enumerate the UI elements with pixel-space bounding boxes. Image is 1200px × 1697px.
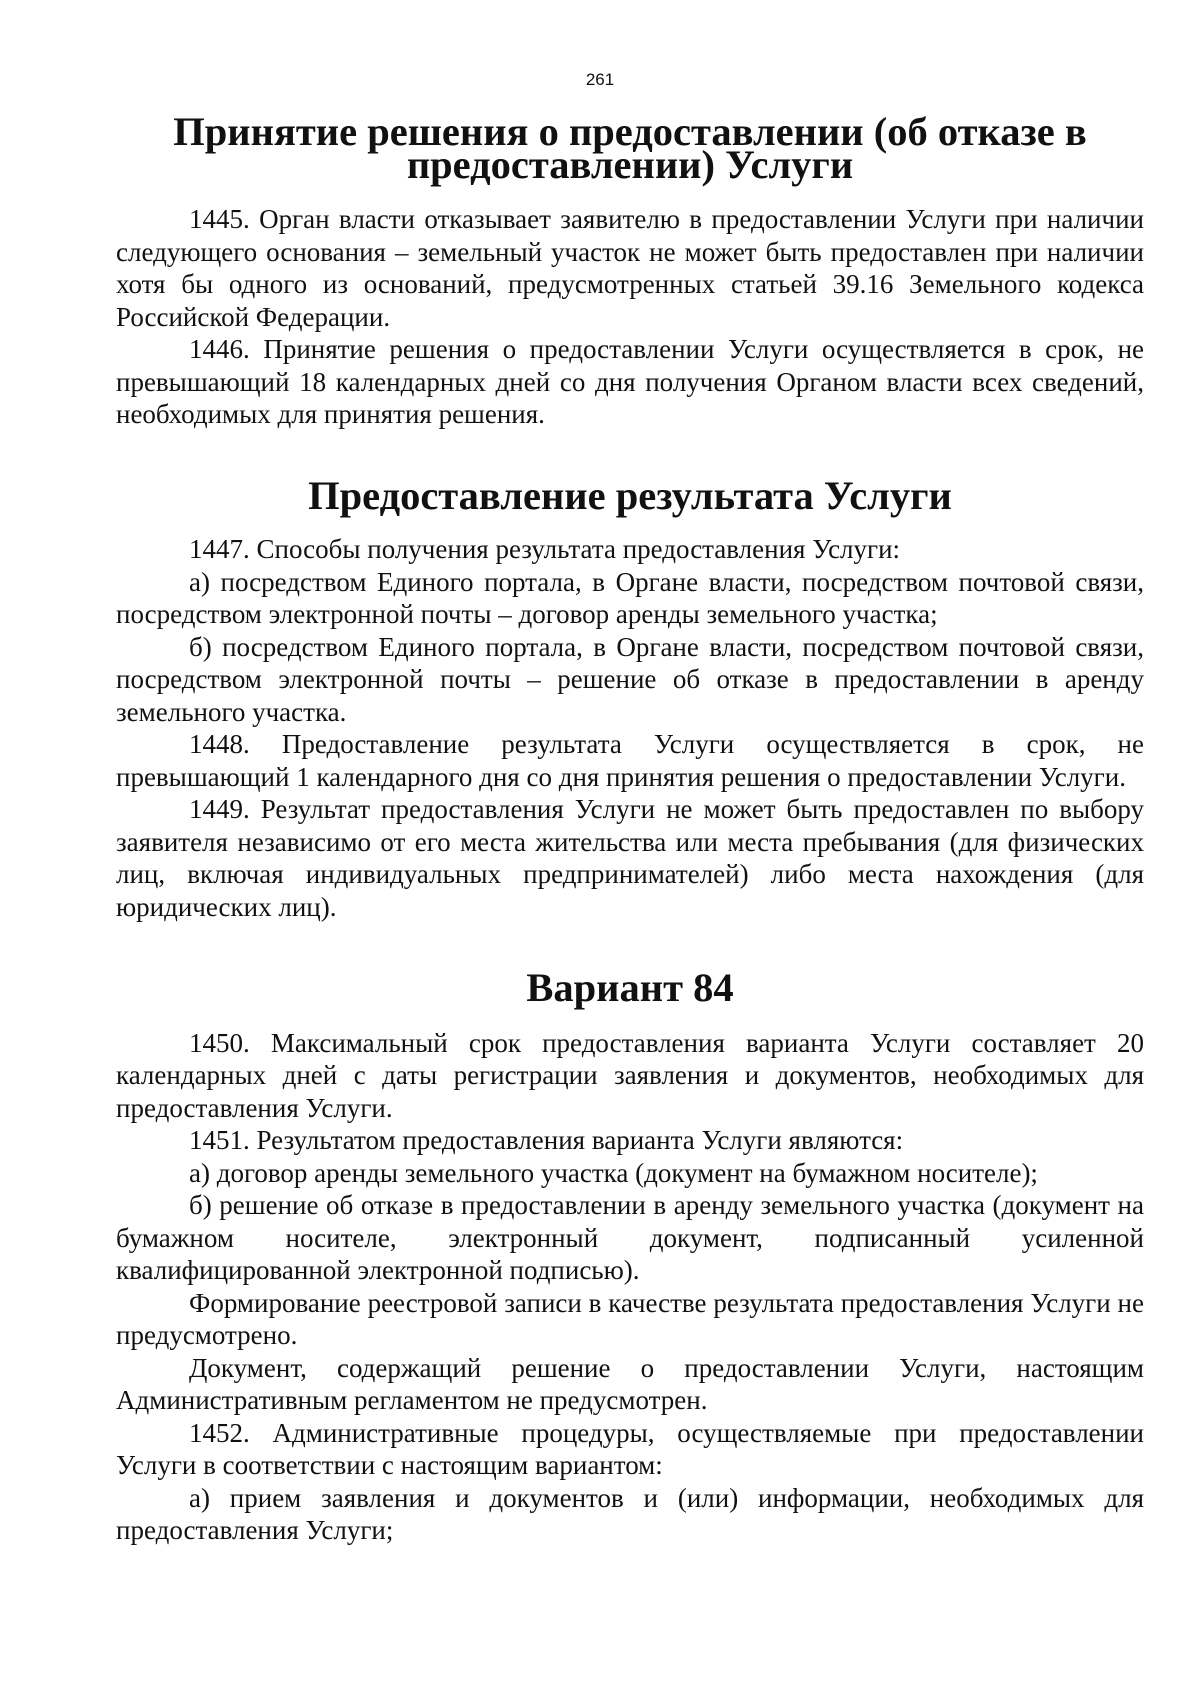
section-heading-decision: Принятие решения о предоставлении (об отказе в предоставлении) Услуги [173, 109, 1087, 187]
paragraph-1447-a: а) посредством Единого портала, в Органе власти, посредством почтовой связи, посредством электронной почты – договор аренды земельного участка; [116, 566, 1144, 629]
paragraph-1448: 1448. Предоставление результата Услуги осуществляется в срок, не превышающий 1 календарного дня со дня принятия решения о предоставлении Услуги. [116, 729, 1144, 792]
section-heading-result: Предоставление результата Услуги [308, 472, 952, 518]
paragraph-1447-b: б) посредством Единого портала, в Органе власти, посредством почтовой связи, посредством электронной почты – решение об отказе в предоставлении в аренду земельного участка. [116, 631, 1144, 727]
paragraph-1451: 1451. Результатом предоставления варианта Услуги являются: [189, 1125, 904, 1155]
paragraph-1451-a: а) договор аренды земельного участка (документ на бумажном носителе); [189, 1157, 1038, 1188]
document-body [116, 109, 1144, 1547]
paragraph-1447: 1447. Способы получения результата предоставления Услуги: [189, 534, 901, 564]
paragraph-decision-document: Документ, содержащий решение о предоставлении Услуги, настоящим Административным регламентом не предусмотрен. [116, 1352, 1144, 1415]
paragraph-registry-record: Формирование реестровой записи в качестве результата предоставления Услуги не предусмотрено. [116, 1287, 1144, 1350]
paragraph-1450: 1450. Максимальный срок предоставления варианта Услуги составляет 20 календарных дней с даты регистрации заявления и документов, необходимых для предоставления Услуги. [116, 1027, 1144, 1123]
paragraph-1452-a: а) прием заявления и документов и (или) информации, необходимых для предоставления Услуги; [116, 1482, 1144, 1545]
page-number: 261 [585, 70, 615, 89]
paragraph-1446: 1446. Принятие решения о предоставлении Услуги осуществляется в срок, не превышающий 18 календарных дней со дня получения Органом власти всех сведений, необходимых для принятия решения. [116, 334, 1144, 429]
section-heading-variant-84: Вариант 84 [526, 965, 734, 1010]
paragraph-1445: 1445. Орган власти отказывает заявителю в предоставлении Услуги при наличии следующего основания – земельный участок не может быть предоставлен при наличии хотя бы одного из оснований, предусмотренных статьей 39.16 Земельного кодекса Российской Федерации. [116, 204, 1144, 332]
paragraph-1449: 1449. Результат предоставления Услуги не может быть предоставлен по выбору заявителя независимо от его места жительства или места пребывания (для физических лиц, включая индивидуальных предпринимателей) либо места нахождения (для юридических лиц). [116, 794, 1144, 922]
paragraph-1452: 1452. Административные процедуры, осуществляемые при предоставлении Услуги в соответствии с настоящим вариантом: [116, 1417, 1144, 1480]
paragraph-1451-b: б) решение об отказе в предоставлении в аренду земельного участка (документ на бумажном носителе, электронный документ, подписанный усиленной квалифицированной электронной подписью). [116, 1190, 1144, 1285]
